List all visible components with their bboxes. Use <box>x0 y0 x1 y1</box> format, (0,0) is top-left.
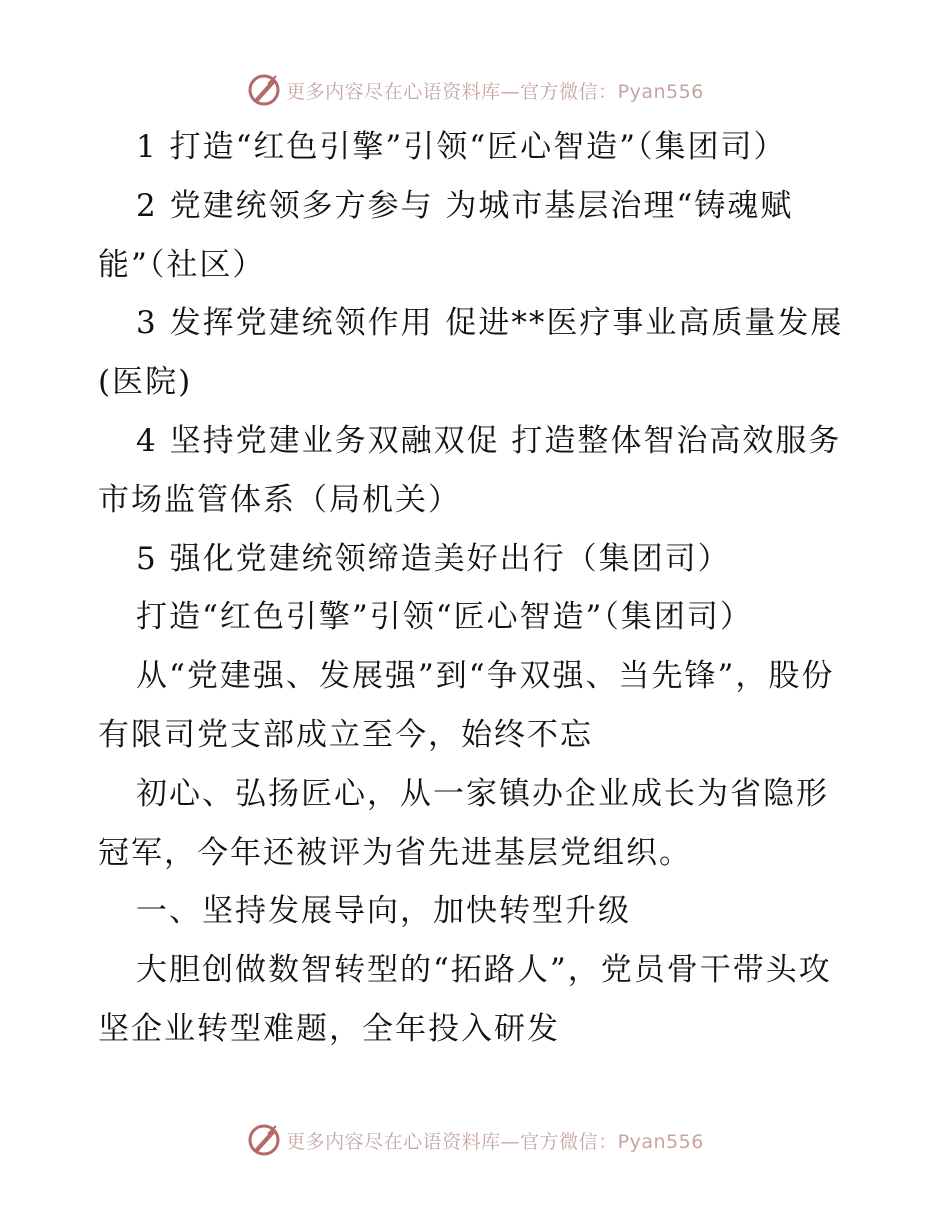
paragraph: 2 党建统领多方参与 为城市基层治理“铸魂赋能”（社区） <box>98 187 794 283</box>
paragraph: 4 坚持党建业务双融双促 打造整体智治高效服务市场监管体系（局机关） <box>98 422 842 518</box>
banner-text: 更多内容尽在心语资料库—官方微信：Pyan556 <box>286 80 704 103</box>
quill-pen-logo-icon <box>246 1122 282 1158</box>
paragraph: 从“党建强、发展强”到“争双强、当先锋”，股份有限司党支部成立至今，始终不忘 <box>98 658 835 753</box>
quill-pen-logo-icon <box>246 72 282 108</box>
paragraph: 初心、弘扬匠心，从一家镇办企业成长为省隐形冠军，今年还被评为省先进基层党组织。 <box>98 775 829 871</box>
footer-watermark-banner <box>0 1120 950 1160</box>
paragraph: 大胆创做数智转型的“拓路人”，党员骨干带头攻坚企业转型难题，全年投入研发 <box>98 952 832 1047</box>
paragraph: 5 强化党建统领缔造美好出行（集团司） <box>136 540 731 577</box>
banner-text: 更多内容尽在心语资料库—官方微信：Pyan556 <box>286 1130 704 1153</box>
paragraph: 3 发挥党建统领作用 促进**医疗事业高质量发展(医院) <box>98 305 844 401</box>
paragraph: 打造“红色引擎”引领“匠心智造”（集团司） <box>136 599 753 636</box>
header-watermark-banner <box>0 70 950 110</box>
document-body <box>98 118 858 1059</box>
section-heading: 一、坚持发展导向，加快转型升级 <box>136 893 631 930</box>
paragraph: 1 打造“红色引擎”引领“匠心智造”（集团司） <box>136 129 787 165</box>
